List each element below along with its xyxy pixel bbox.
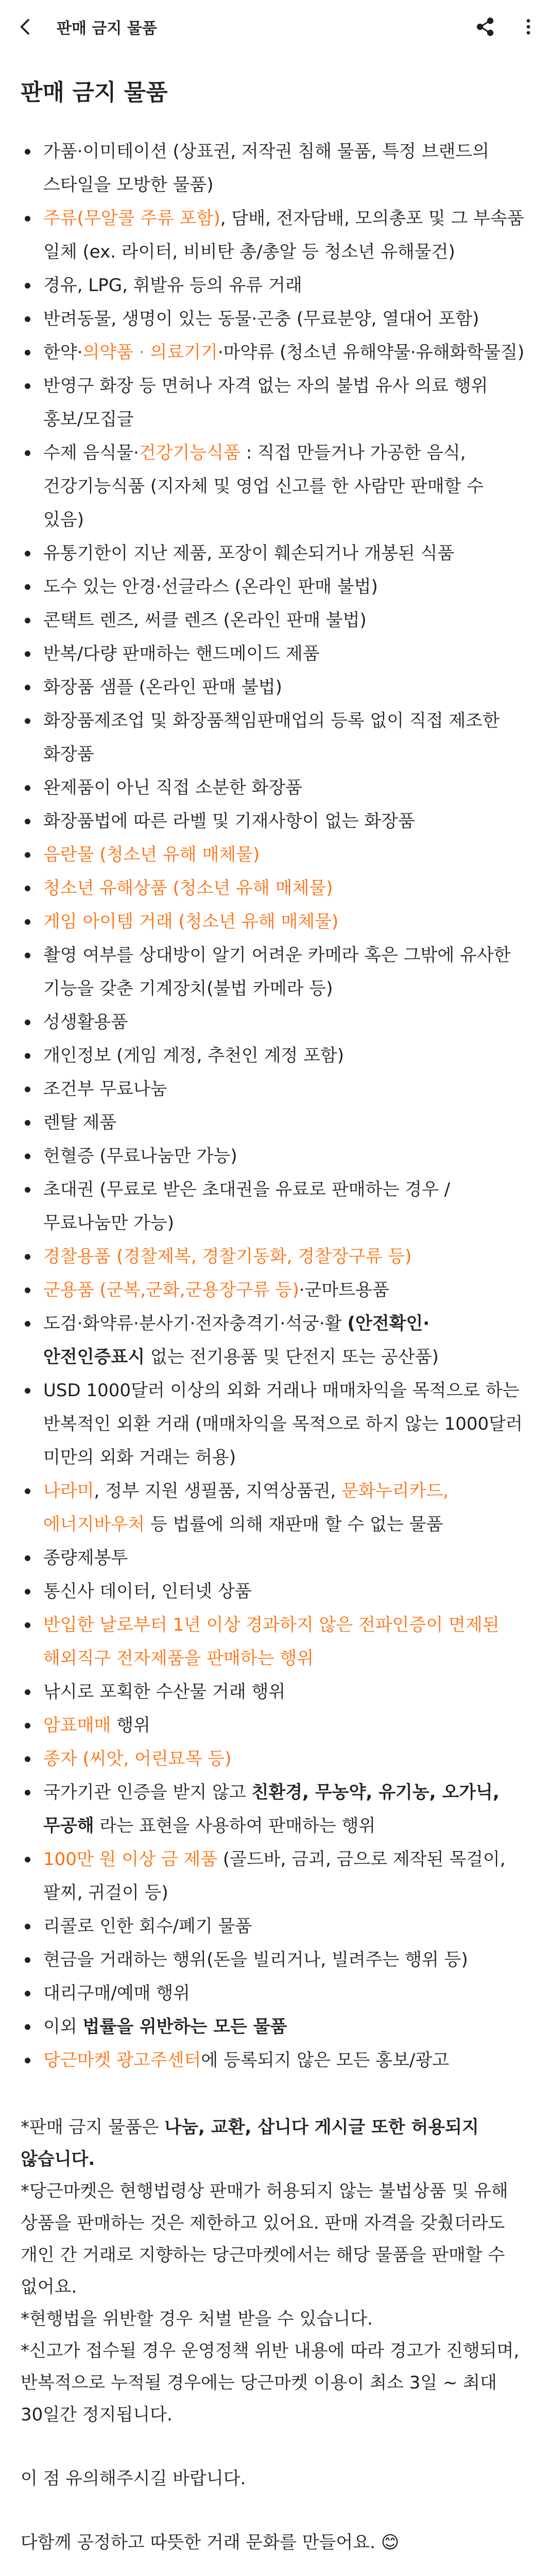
notes-section xyxy=(21,2111,529,2558)
prohibited-item xyxy=(21,1274,529,1307)
more-vertical-icon xyxy=(518,16,539,37)
note-report: *신고가 접수될 경우 운영정책 위반 내용에 따라 경고가 진행되며, 반복적으로 누적될 경우에는 당근마켓 이용이 최소 3일 ~ 최대 30일간 정지됩니다. xyxy=(21,2341,520,2425)
prohibited-item-text: , 정부 지원 생필품, 지역상품권, xyxy=(94,1481,342,1501)
prohibited-item xyxy=(21,135,529,202)
prohibited-item xyxy=(21,1843,529,1910)
prohibited-item xyxy=(21,1709,529,1742)
prohibited-item-text: 반복/다량 판매하는 핸드메이드 제품 xyxy=(43,643,320,664)
note-legal: *당근마켓은 현행법령상 판매가 허용되지 않는 불법상품 및 유해 상품을 판매하는 것은 제한하고 있어요. 판매 자격을 갖췄더라도 개인 간 거래로 지향하는 당근마켓에서는 해당 물품을 판매할 수 없어요. xyxy=(21,2181,508,2297)
share-button[interactable] xyxy=(463,0,507,54)
prohibited-item xyxy=(21,939,529,1006)
prohibited-item-text: (골드바, 금괴, 금으로 제작된 목걸이, 팔찌, 귀걸이 등) xyxy=(43,1849,506,1903)
prohibited-item-text: 촬영 여부를 상대방이 알기 어려운 카메라 혹은 그밖에 유사한 기능을 갖춘 기계장치(불법 카메라 등) xyxy=(43,945,511,999)
prohibited-item xyxy=(21,2044,529,2077)
prohibited-item-text: 나라미 xyxy=(43,1481,94,1501)
prohibited-item xyxy=(21,805,529,838)
prohibited-item-text: 반려동물, 생명이 있는 동물·곤충 (무료분양, 열대어 포함) xyxy=(43,309,479,329)
prohibited-items-list xyxy=(21,135,529,2077)
prohibited-item-text: 대리구매/예매 행위 xyxy=(43,1983,191,2004)
prohibited-item-text: ·군마트용품 xyxy=(299,1280,389,1300)
prohibited-item-text: 도검·화약류·분사기·전자충격기·석궁·활 xyxy=(43,1313,348,1334)
prohibited-item-text: 법률을 위반하는 모든 물품 xyxy=(82,2016,287,2037)
prohibited-item-text: 건강기능식품 xyxy=(139,443,240,463)
prohibited-item xyxy=(21,336,529,369)
prohibited-item-text: 음란물 (청소년 유해 매체물) xyxy=(43,844,260,865)
prohibited-item-text: 의약품 · 의료기기 xyxy=(82,342,218,363)
prohibited-item-text: 화장품법에 따른 라벨 및 기재사항이 없는 화장품 xyxy=(43,811,415,832)
prohibited-item xyxy=(21,369,529,436)
prohibited-item xyxy=(21,704,529,771)
prohibited-item-text: 개인정보 (게임 계정, 추천인 계정 포함) xyxy=(43,1045,345,1066)
prohibited-item-text: 군용품 (군복,군화,군용장구류 등) xyxy=(43,1280,299,1300)
note-exchange xyxy=(21,2111,529,2175)
prohibited-item-text: 게임 아이템 거래 (청소년 유해 매체물) xyxy=(43,911,339,932)
prohibited-item xyxy=(21,1140,529,1173)
prohibited-item xyxy=(21,671,529,704)
prohibited-item xyxy=(21,2010,529,2044)
prohibited-item-text: 종량제봉투 xyxy=(43,1548,128,1568)
prohibited-item-text: 화장품 샘플 (온라인 판매 불법) xyxy=(43,677,282,698)
prohibited-item xyxy=(21,436,529,537)
prohibited-item xyxy=(21,1575,529,1608)
prohibited-item-text: 친환경, 무농약, 유기농, 오가닉, 무공해 xyxy=(43,1782,500,1836)
prohibited-item-text: 완제품이 아닌 직접 소분한 화장품 xyxy=(43,777,303,798)
note-closing: 다함께 공정하고 따뜻한 거래 문화를 만들어요. 😊 xyxy=(21,2532,400,2553)
prohibited-item xyxy=(21,1073,529,1106)
prohibited-item-text: 행위 xyxy=(111,1715,150,1736)
note-caution: 이 점 유의해주시길 바랍니다. xyxy=(21,2468,246,2489)
prohibited-item xyxy=(21,905,529,939)
prohibited-item xyxy=(21,1608,529,1675)
prohibited-item-text: 이외 xyxy=(43,2016,83,2037)
top-app-bar xyxy=(0,0,550,54)
prohibited-item-text: 렌탈 제품 xyxy=(43,1112,117,1133)
prohibited-item-text: 경유, LPG, 휘발유 등의 유류 거래 xyxy=(43,275,302,296)
prohibited-item-text: 가품·이미테이션 (상표권, 저작권 침해 물품, 특정 브랜드의 스타일을 모방한 물품) xyxy=(43,141,489,195)
prohibited-item-text: 없는 전기용품 및 단전지 또는 공산품) xyxy=(145,1347,439,1367)
note-exchange-bold: 나눔, 교환, 삽니다 게시글 또한 허용되지 않습니다. xyxy=(21,2117,479,2170)
prohibited-item-text: 문화누리카드,에너지바우처 xyxy=(43,1481,449,1535)
prohibited-item-text: 콘택트 렌즈, 써클 렌즈 (온라인 판매 불법) xyxy=(43,610,367,631)
prohibited-item-text: 에 등록되지 않은 모든 홍보/광고 xyxy=(201,2050,450,2071)
prohibited-item xyxy=(21,1173,529,1240)
note-penalty: *현행법을 위반할 경우 처벌 받을 수 있습니다. xyxy=(21,2309,373,2329)
prohibited-item-text: 낚시로 포획한 수산물 거래 행위 xyxy=(43,1682,286,1702)
prohibited-item-text: 한약· xyxy=(43,342,83,363)
arrow-left-icon xyxy=(15,16,36,37)
more-button[interactable] xyxy=(507,0,550,54)
prohibited-item xyxy=(21,872,529,905)
prohibited-item xyxy=(21,537,529,570)
prohibited-item xyxy=(21,1910,529,1943)
prohibited-item-text: 경찰용품 (경찰제복, 경찰기동화, 경찰장구류 등) xyxy=(43,1246,412,1267)
prohibited-item xyxy=(21,1006,529,1039)
prohibited-item xyxy=(21,269,529,302)
prohibited-item-text: 등 법률에 의해 재판매 할 수 없는 물품 xyxy=(145,1514,443,1535)
prohibited-item-text: 유통기한이 지난 제품, 포장이 훼손되거나 개봉된 식품 xyxy=(43,543,455,564)
prohibited-item-text: 반입한 날로부터 1년 이상 경과하지 않은 전파인증이 면제된 해외직구 전자제품을 판매하는 행위 xyxy=(43,1615,500,1669)
prohibited-item-text: , 담배, 전자담배, 모의총포 및 그 부속품 일체 (ex. 라이터, 비비탄 총/총알 등 청소년 유해물건) xyxy=(43,208,524,262)
prohibited-item xyxy=(21,1776,529,1843)
prohibited-item-text: 초대권 (무료로 받은 초대권을 유료로 판매하는 경우 / 무료나눔만 가능) xyxy=(43,1179,451,1233)
prohibited-item-text: 라는 표현을 사용하여 판매하는 행위 xyxy=(94,1816,376,1836)
prohibited-item xyxy=(21,1475,529,1541)
prohibited-item-text: 성생활용품 xyxy=(43,1012,128,1032)
prohibited-item-text: 국가기관 인증을 받지 않고 xyxy=(43,1782,252,1803)
prohibited-item-text: 100만 원 이상 금 제품 xyxy=(43,1849,218,1870)
prohibited-item xyxy=(21,1541,529,1575)
prohibited-item xyxy=(21,302,529,336)
prohibited-item xyxy=(21,1039,529,1073)
prohibited-item xyxy=(21,604,529,637)
prohibited-item xyxy=(21,1742,529,1776)
prohibited-item xyxy=(21,637,529,671)
prohibited-item-text: 수제 음식물· xyxy=(43,443,139,463)
prohibited-item-text: 화장품제조업 및 화장품책임판매업의 등록 없이 직접 제조한 화장품 xyxy=(43,710,500,765)
prohibited-item xyxy=(21,570,529,604)
back-button[interactable] xyxy=(0,0,51,54)
page-title: 판매 금지 물품 xyxy=(21,79,168,106)
prohibited-item-text: 청소년 유해상품 (청소년 유해 매체물) xyxy=(43,878,333,899)
prohibited-item-text: 헌혈증 (무료나눔만 가능) xyxy=(43,1146,237,1166)
prohibited-item-text: 도수 있는 안경·선글라스 (온라인 판매 불법) xyxy=(43,577,378,597)
header-title: 판매 금지 물품 xyxy=(57,20,157,38)
prohibited-item-text: 주류(무알콜 주류 포함) xyxy=(43,208,220,229)
prohibited-item-text: 암표매매 xyxy=(43,1715,111,1736)
prohibited-item-text: 당근마켓 광고주센터 xyxy=(43,2050,201,2071)
prohibited-item xyxy=(21,1943,529,1977)
prohibited-item-text: 통신사 데이터, 인터넷 상품 xyxy=(43,1581,252,1602)
prohibited-item-text: ·마약류 (청소년 유해약물·유해화학물질) xyxy=(217,342,525,363)
prohibited-item xyxy=(21,1675,529,1709)
prohibited-item-text: 조건부 무료나눔 xyxy=(43,1079,167,1099)
prohibited-item-text: : 직접 만들거나 가공한 음식, 건강기능식품 (지자체 및 영업 신고를 한 사람만 판매할 수 있음) xyxy=(43,443,484,530)
prohibited-item xyxy=(21,1307,529,1374)
prohibited-item xyxy=(21,1240,529,1274)
prohibited-item xyxy=(21,202,529,269)
share-icon xyxy=(475,16,495,37)
prohibited-item xyxy=(21,1977,529,2010)
prohibited-item xyxy=(21,771,529,805)
article-content xyxy=(21,77,529,2576)
prohibited-item-text: 리콜로 인한 회수/폐기 물품 xyxy=(43,1916,252,1937)
note-exchange-text: *판매 금지 물품은 xyxy=(21,2117,165,2138)
prohibited-item-text: 종자 (씨앗, 어린묘목 등) xyxy=(43,1749,232,1769)
prohibited-item xyxy=(21,1106,529,1140)
prohibited-item-text: (안전확인·안전인증표시 xyxy=(43,1313,430,1367)
prohibited-item-text: 현금을 거래하는 행위(돈을 빌리거나, 빌려주는 행위 등) xyxy=(43,1950,468,1970)
prohibited-item xyxy=(21,1374,529,1475)
prohibited-item xyxy=(21,838,529,872)
prohibited-item-text: USD 1000달러 이상의 외화 거래나 매매차익을 목적으로 하는 반복적인 외환 거래 (매매차익을 목적으로 하지 않는 1000달러 미만의 외화 거래는 허용) xyxy=(43,1380,523,1468)
prohibited-item-text: 반영구 화장 등 면허나 자격 없는 자의 불법 유사 의료 행위 홍보/모집글 xyxy=(43,376,488,430)
